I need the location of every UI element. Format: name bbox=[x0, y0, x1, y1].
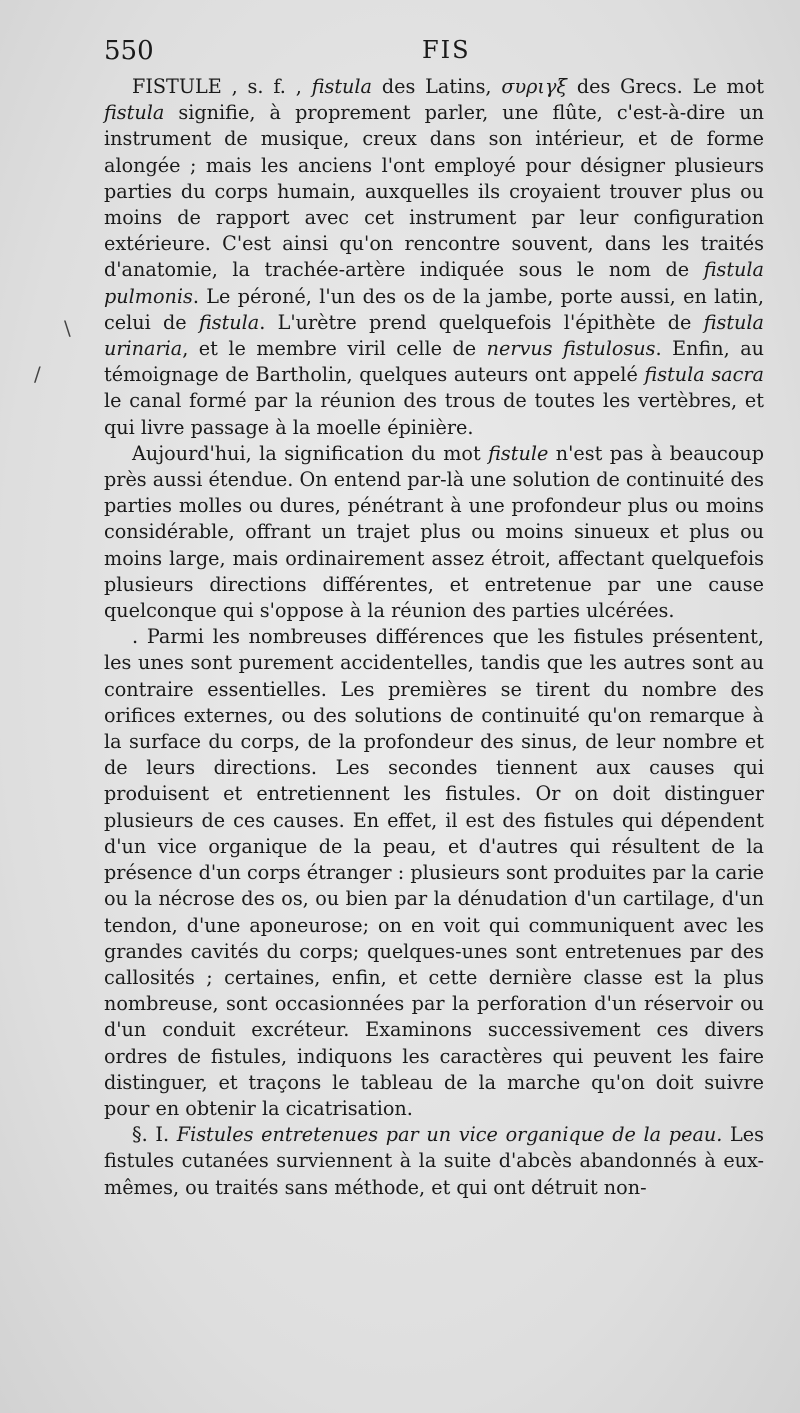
latin-term: fistula bbox=[311, 75, 372, 98]
paragraph-differences bbox=[104, 624, 764, 1122]
latin-term: fistula sacra bbox=[644, 363, 764, 387]
text-run: signifie, à proprement parler, une flûte, c'est-à-dire un instrument de musique, creux dans son intérieur, et de forme alongée ; mais les anciens l'ont employé pour désigner plusieurs parties du corps humain, auxquelles ils croyaient trouver plus ou moins de rapport avec cet instrument par leur configuration extérieure. C'est ainsi qu'on rencontre souvent, dans les traités d'anatomie, la trachée-artère indiquée sous le nom de bbox=[104, 101, 764, 282]
text-run: le canal formé par la réunion des trous de toutes les vertèbres, et qui livre passage à la moelle épinière. bbox=[104, 389, 764, 439]
text-run: . Parmi les nombreuses différences que les fistules présentent, les unes sont purement accidentelles, tandis que les autres sont au contraire essentielles. Les premières se tirent du nombre des orifices externes, ou des solutions de continuité qu'on remarque à la surface du corps, de la profondeur des sinus, de leur nombre et de leurs directions. Les secondes tiennent aux causes qui produisent et entretiennent les fistules. Or on doit distinguer plusieurs de ces causes. En effet, il est des fistules qui dépendent d'un vice organique de la peau, et d'autres qui résultent de la présence d'un corps étranger : plusieurs sont produites par la carie ou la nécrose des os, ou bien par la dénudation d'un cartilage, d'un tendon, d'une aponeurose; on en voit qui communiquent avec les grandes cavités du corps; quelques-unes sont entretenues par des callosités ; certaines, enfin, et cette dernière classe est la plus nombreuse, sont occasionnées par la perforation d'un réservoir ou d'un conduit excréteur. Examinons successivement ces divers ordres de fistules, indiquons les caractères qui peuvent les faire distinguer, et traçons le tableau de la marche qu'on doit suivre pour en obtenir la cicatrisation. bbox=[104, 625, 764, 1120]
page-number: 550 bbox=[104, 36, 154, 66]
text-run: . L'urètre prend quelquefois l'épithète de bbox=[259, 310, 704, 334]
text-run: , et le membre viril celle de bbox=[182, 337, 487, 361]
text-run: n'est pas à beaucoup près aussi étendue. On entend par-là une solution de continuité des parties molles ou dures, pénétrant à une profondeur plus ou moins considérable, offrant un trajet plus ou moins sinueux et plus ou moins large, mais ordinairement assez étroit, affectant quelquefois plusieurs directions différentes, et entretenue par une cause quelconque qui s'oppose à la réunion des parties ulcérées. bbox=[104, 441, 764, 623]
text-run: des Latins, bbox=[371, 75, 502, 98]
margin-pencil-mark: / bbox=[34, 362, 41, 386]
section-heading: Fistules entretenues par un vice organique de la peau. bbox=[176, 1123, 723, 1147]
text-run: . Le péroné, l'un des os de la jambe, porte aussi, en latin, celui de bbox=[104, 284, 764, 334]
section-number: §. I. bbox=[132, 1123, 177, 1147]
latin-term: fistula pulmonis bbox=[104, 258, 764, 308]
paragraph-fistule-definition bbox=[104, 74, 764, 441]
french-term: fistule bbox=[488, 441, 549, 465]
paragraph-modern-meaning bbox=[104, 441, 764, 624]
latin-term: fistula bbox=[198, 310, 260, 334]
latin-term: nervus fistulosus bbox=[486, 337, 656, 361]
text-run: Les fistules cutanées surviennent à la suite d'abcès abandonnés à eux-mêmes, ou traités sans méthode, et qui ont détruit non- bbox=[104, 1123, 764, 1199]
running-head: FIS bbox=[422, 36, 471, 64]
text-run: Aujourd'hui, la signification du mot bbox=[132, 441, 489, 465]
margin-tick-mark: \ bbox=[64, 316, 71, 340]
latin-term: fistula bbox=[104, 101, 165, 125]
main-text bbox=[104, 74, 764, 1201]
page-header bbox=[104, 36, 764, 70]
text-run: des Grecs. Le mot bbox=[566, 75, 764, 98]
entry-headword: FISTULE , s. f. , bbox=[132, 75, 312, 98]
paragraph-section-one bbox=[104, 1122, 764, 1201]
greek-term: συριγξ bbox=[501, 75, 567, 98]
text-run: . Enfin, au témoignage de Bartholin, quelques auteurs ont appelé bbox=[104, 337, 764, 387]
latin-term: fistula urinaria bbox=[104, 310, 764, 361]
